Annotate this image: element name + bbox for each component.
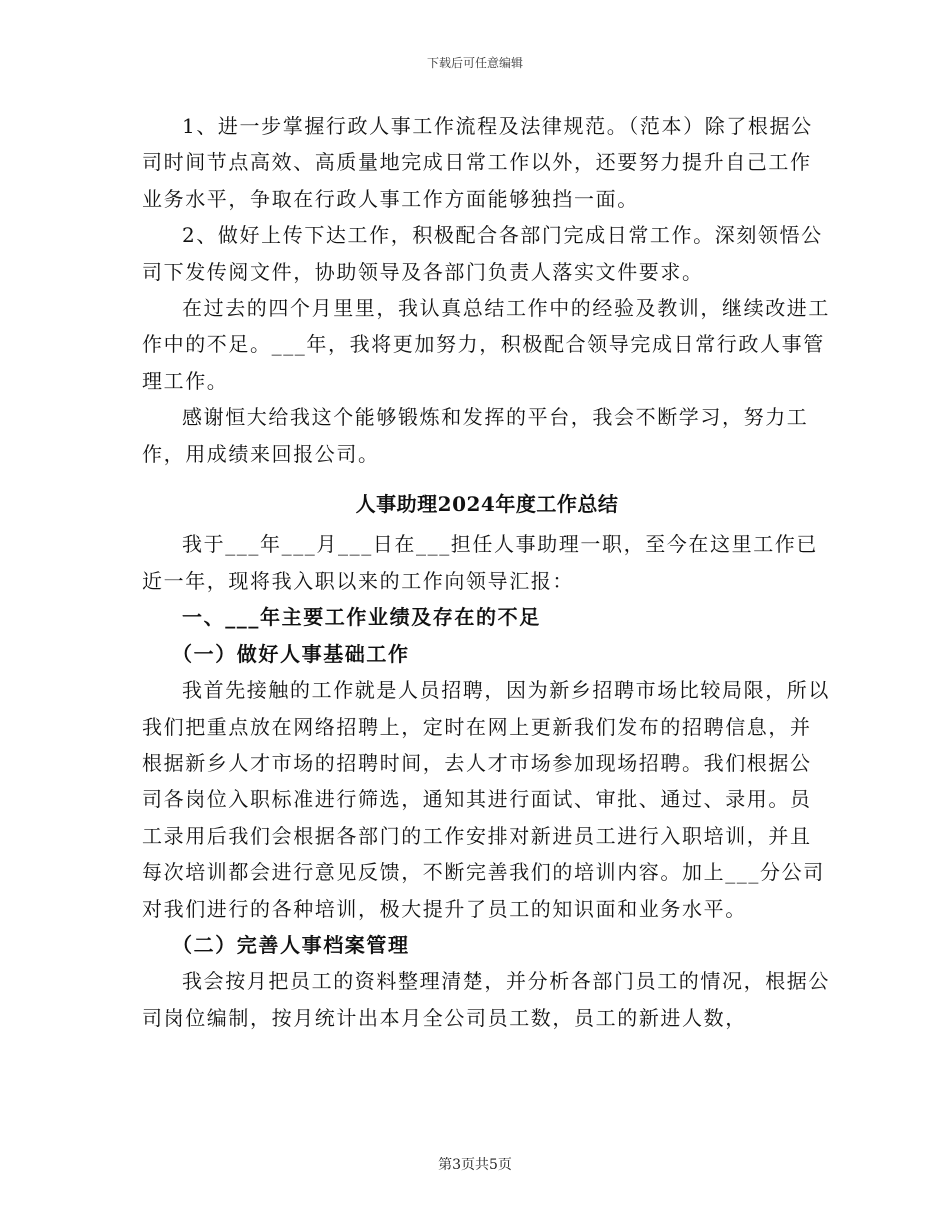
section-heading-1: 一、___年主要工作业绩及存在的不足 — [182, 605, 541, 630]
header-note: 下载后可任意编辑 — [426, 56, 523, 70]
paragraph-2: 2、做好上传下达工作，积极配合各部门完成日常工作。深刻领悟公司下发传阅文件，协助领导及各部门负责人落实文件要求。 — [142, 223, 823, 284]
paragraph-4: 感谢恒大给我这个能够锻炼和发挥的平台，我会不断学习，努力工作，用成绩来回报公司。 — [142, 405, 809, 466]
document-title: 人事助理2024年度工作总结 — [355, 492, 619, 517]
subsection-heading-2: （二）完善人事档案管理 — [172, 932, 410, 957]
subsection-1-text: 我首先接触的工作就是人员招聘，因为新乡招聘市场比较局限，所以我们把重点放在网络招聘上，定时在网上更新我们发布的招聘信息，并根据新乡人才市场的招聘时间，去人才市场参加现场招聘。我们根据公司各岗位入职标准进行筛选，通知其进行面试、审批、通过、录用。员工录用后我们会根据各部门的工作安排对新进员工进行入职培训，并且每次培训都会进行意见反馈，不断完善我们的培训内容。加上___分公司对我们进行的各种培训，极大提升了员工的知识面和业务水平。 — [142, 678, 830, 921]
intro-paragraph: 我于___年___月___日在___担任人事助理一职，至今在这里工作已近一年，现将我入职以来的工作向领导汇报： — [142, 532, 818, 593]
paragraph-1: 1、进一步掌握行政人事工作流程及法律规范。（范本）除了根据公司时间节点高效、高质量地完成日常工作以外，还要努力提升自己工作业务水平，争取在行政人事工作方面能够独挡一面。 — [142, 114, 813, 211]
subsection-2-text: 我会按月把员工的资料整理清楚，并分析各部门员工的情况，根据公司岗位编制，按月统计出本月全公司员工数，员工的新进人数， — [142, 969, 830, 1030]
paragraph-3: 在过去的四个月里里，我认真总结工作中的经验及教训，继续改进工作中的不足。___年，我将更加努力，积极配合领导完成日常行政人事管理工作。 — [142, 296, 830, 393]
subsection-heading-1: （一）做好人事基础工作 — [172, 641, 410, 666]
document-body — [142, 108, 832, 1036]
page-number: 第3页共5页 — [438, 1157, 512, 1173]
